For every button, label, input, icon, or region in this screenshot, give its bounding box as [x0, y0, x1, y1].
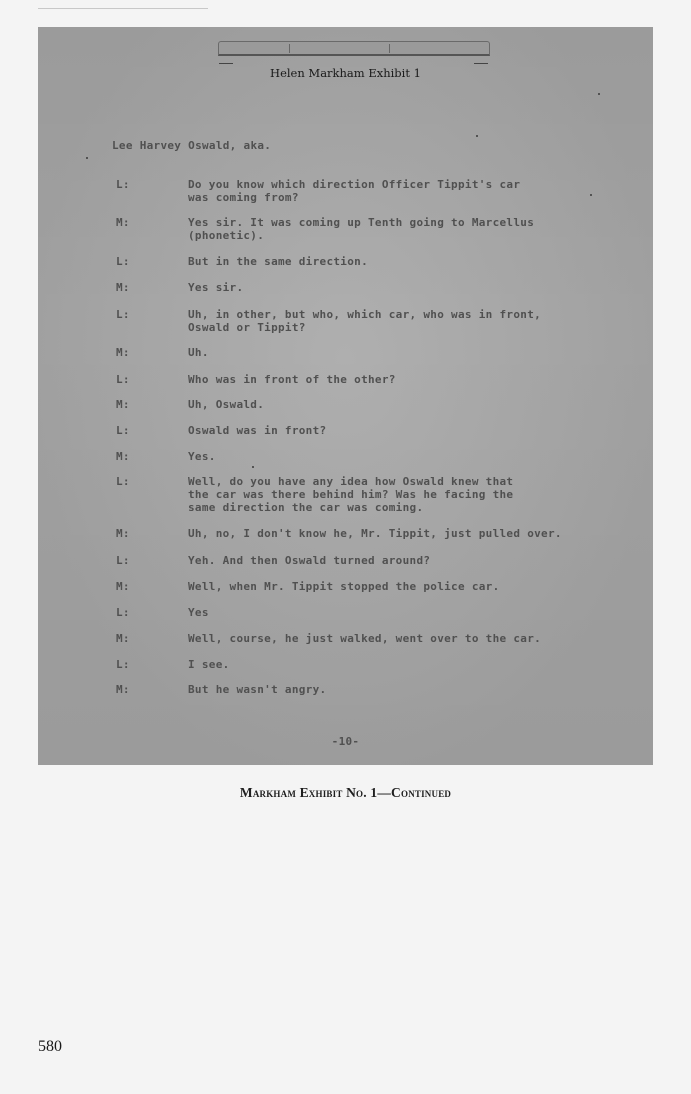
speckle: [86, 157, 88, 159]
transcript-page-number: -10-: [331, 735, 360, 748]
page-folio: 580: [38, 1038, 62, 1055]
folder-tab: [218, 41, 490, 56]
speaker-label: M:: [116, 580, 130, 593]
speaker-label: L:: [116, 658, 130, 671]
speckle: [598, 93, 600, 95]
speckle: [252, 466, 254, 468]
speaker-label: M:: [116, 346, 130, 359]
figure-caption: Markham Exhibit No. 1—Continued: [239, 785, 452, 800]
tab-dash-left: [219, 63, 233, 64]
speaker-label: M:: [116, 450, 130, 463]
speaker-label: L:: [116, 554, 130, 567]
line-text: Do you know which direction Officer Tippit's car was coming from?: [188, 178, 521, 204]
line-text: Yes sir.: [188, 281, 244, 294]
line-text: But in the same direction.: [188, 255, 368, 268]
line-text: Well, do you have any idea how Oswald knew that the car was there behind him? Was he facing the same direction the car was coming.: [188, 475, 514, 514]
speaker-label: M:: [116, 527, 130, 540]
transcript-heading: Lee Harvey Oswald, aka.: [112, 139, 272, 152]
speaker-label: M:: [116, 632, 130, 645]
speaker-label: L:: [116, 475, 130, 488]
speaker-label: L:: [116, 606, 130, 619]
line-text: Oswald was in front?: [188, 424, 327, 437]
speaker-label: L:: [116, 255, 130, 268]
speaker-label: M:: [116, 216, 130, 229]
speaker-label: L:: [116, 373, 130, 386]
line-text: Yes sir. It was coming up Tenth going to Marcellus (phonetic).: [188, 216, 535, 242]
line-text: Uh.: [188, 346, 209, 359]
exhibit-label: Helen Markham Exhibit 1: [270, 66, 421, 80]
exhibit-photo: [38, 27, 653, 765]
line-text: Well, when Mr. Tippit stopped the police car.: [188, 580, 500, 593]
line-text: Uh, Oswald.: [188, 398, 265, 411]
scan-edge-line: [38, 8, 208, 11]
line-text: I see.: [188, 658, 230, 671]
line-text: Yes: [188, 606, 209, 619]
line-text: Yeh. And then Oswald turned around?: [188, 554, 431, 567]
speaker-label: L:: [116, 178, 130, 191]
line-text: But he wasn't angry.: [188, 683, 327, 696]
speaker-label: L:: [116, 308, 130, 321]
speaker-label: M:: [116, 683, 130, 696]
line-text: Well, course, he just walked, went over to the car.: [188, 632, 542, 645]
speckle: [476, 135, 478, 137]
line-text: Uh, no, I don't know he, Mr. Tippit, just pulled over.: [188, 527, 562, 540]
speaker-label: L:: [116, 424, 130, 437]
speaker-label: M:: [116, 281, 130, 294]
tab-dash-right: [474, 63, 488, 64]
line-text: Uh, in other, but who, which car, who was in front, Oswald or Tippit?: [188, 308, 542, 334]
line-text: Who was in front of the other?: [188, 373, 396, 386]
speaker-label: M:: [116, 398, 130, 411]
line-text: Yes.: [188, 450, 216, 463]
